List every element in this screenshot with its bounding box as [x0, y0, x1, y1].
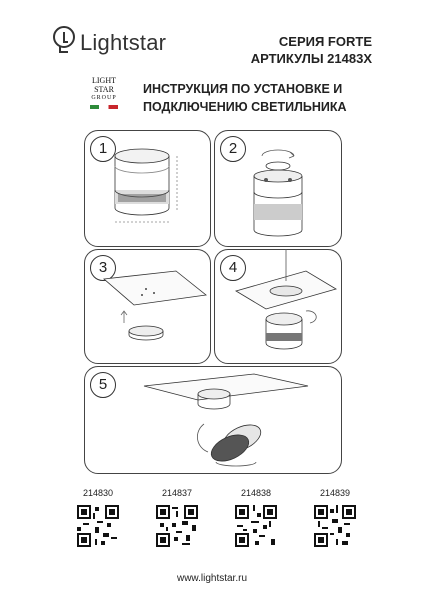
website-link[interactable]: www.lightstar.ru [176, 573, 248, 584]
article-214839: 214839 [319, 488, 351, 498]
qr-code-214838[interactable] [235, 505, 277, 547]
step-3-illustration [84, 249, 211, 364]
step-2-number: 2 [220, 136, 246, 162]
qr-code-214830[interactable] [77, 505, 119, 547]
article-214830: 214830 [82, 488, 114, 498]
seal-flag-stripe [90, 105, 118, 109]
step-4-number: 4 [220, 255, 246, 281]
brand-name: Lightstar [80, 30, 167, 55]
instruction-heading [143, 80, 347, 116]
step-3-number: 3 [90, 255, 116, 281]
lightstar-group-seal [86, 76, 122, 118]
step-5-number: 5 [90, 372, 116, 398]
qr-code-214839[interactable] [314, 505, 356, 547]
article-214837: 214837 [161, 488, 193, 498]
seal-line1: LIGHT [92, 76, 116, 85]
lightstar-logo-icon [50, 24, 78, 58]
instruction-line1: ИНСТРУКЦИЯ ПО УСТАНОВКЕ И [143, 82, 343, 96]
series-title: СЕРИЯ FORTE [278, 34, 372, 49]
step-4-illustration [214, 249, 342, 364]
article-214838: 214838 [240, 488, 272, 498]
step-2-illustration [214, 130, 342, 247]
qr-code-214837[interactable] [156, 505, 198, 547]
seal-line3: GROUP [91, 95, 117, 101]
seal-line2: STAR [94, 85, 114, 94]
series-block [251, 33, 372, 67]
step-5-illustration [84, 366, 342, 474]
instruction-line2: ПОДКЛЮЧЕНИЮ СВЕТИЛЬНИКА [143, 100, 347, 114]
step-1-illustration [84, 130, 211, 247]
article-codes: АРТИКУЛЫ 21483X [250, 51, 372, 66]
step-1-number: 1 [90, 136, 116, 162]
